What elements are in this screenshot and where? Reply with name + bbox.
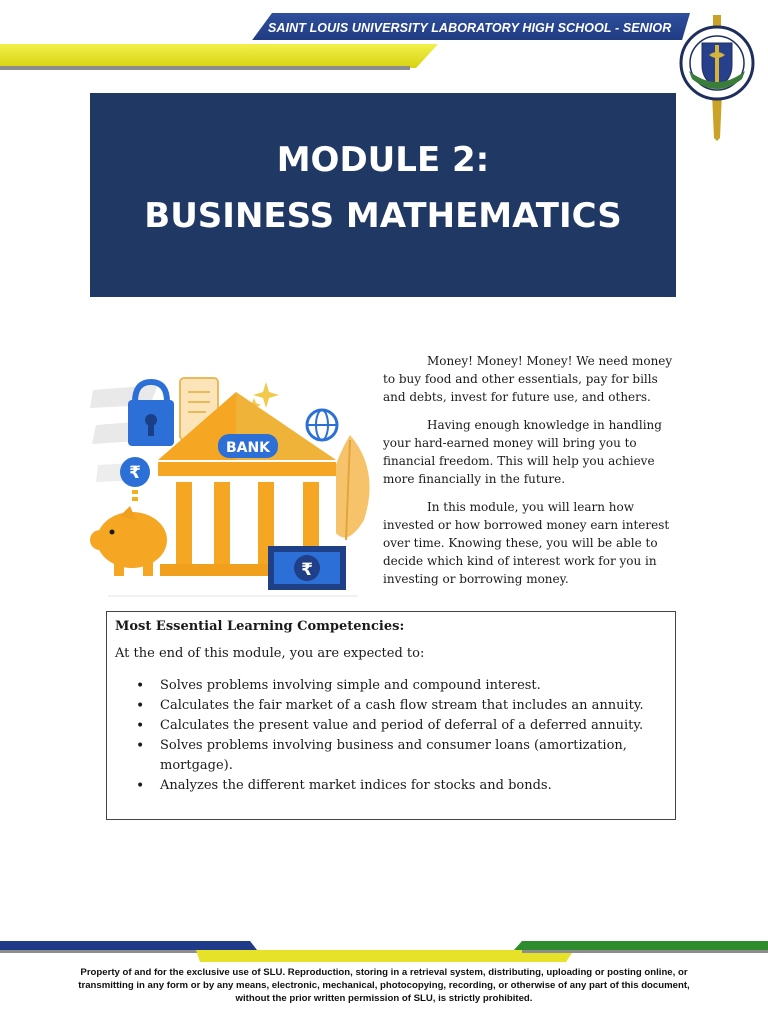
competency-item: • Analyzes the different market indices for stocks and bonds. [120, 776, 660, 796]
intro-paragraph: In this module, you will learn how invested or how borrowed money earn interest over time. Knowing these, you will be able to decide which kind of interest work for you in investing or borrowing money. [383, 500, 670, 586]
module-title: BUSINESS MATHEMATICS [144, 196, 622, 236]
bank-finance-illustration [88, 370, 380, 600]
slu-seal-icon [672, 13, 762, 143]
school-name: SAINT LOUIS UNIVERSITY LABORATORY HIGH SCHOOL - SENIOR [268, 21, 672, 35]
svg-text:₹: ₹ [301, 560, 313, 580]
module-number: MODULE 2: [276, 140, 490, 180]
header-yellow-band [0, 44, 438, 68]
svg-text:₹: ₹ [129, 463, 141, 483]
competency-item: • Solves problems involving simple and compound interest. [120, 676, 660, 696]
header-gray-line [0, 66, 410, 70]
intro-text [383, 352, 683, 598]
competency-item: • Calculates the fair market of a cash flow stream that includes an annuity. [120, 696, 660, 716]
copyright-notice: Property of and for the exclusive use of SLU. Reproduction, storing in a retrieval system, distributing, uploading or posting online, or transmitting in any form or by any means, electronic, mechanical, photocopying, recording, or otherwise of any part of this document, without the prior written permission of SLU, is strictly prohibited. [78, 967, 690, 1004]
competencies-heading: Most Essential Learning Competencies: [115, 619, 405, 634]
intro-paragraph: Having enough knowledge in handling your hard-earned money will bring you to financial freedom. This will help you achieve more financially in the future. [383, 418, 662, 486]
competencies-list [120, 676, 660, 796]
competencies-intro: At the end of this module, you are expected to: [115, 646, 425, 661]
title-banner [90, 93, 676, 297]
competency-item: • Calculates the present value and period of deferral of a deferred annuity. [120, 716, 660, 736]
footer-stripes [0, 938, 768, 964]
intro-paragraph: Money! Money! Money! We need money to buy food and other essentials, pay for bills and debts, invest for future use, and others. [383, 354, 673, 404]
competency-item: • Solves problems involving business and consumer loans (amortization, mortgage). [120, 736, 660, 776]
bank-label: BANK [225, 440, 271, 456]
